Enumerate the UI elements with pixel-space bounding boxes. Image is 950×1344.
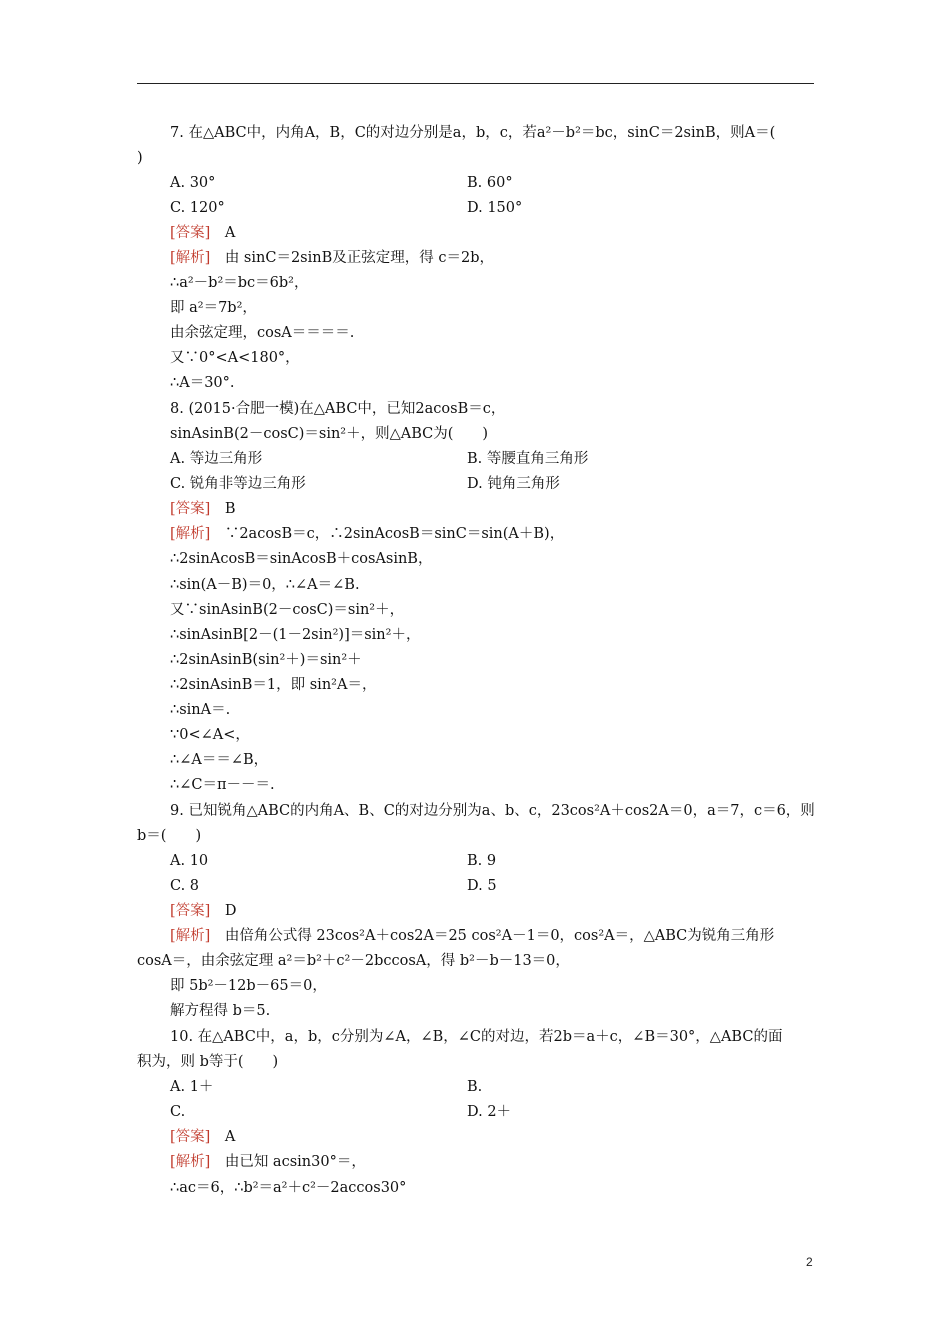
q10-option-b: B. bbox=[467, 1079, 483, 1095]
answer-value: A bbox=[224, 225, 236, 241]
solution-text: ∵2acosB＝c，∴2sinAcosB＝sinC＝sin(A＋B)， bbox=[224, 526, 565, 542]
q8-solution-line4: 又∵sinAsinB(2－cosC)＝sin²＋， bbox=[170, 602, 405, 618]
q9-option-b: B. 9 bbox=[467, 853, 497, 869]
q8-solution-line9: ∵0<∠A<， bbox=[170, 727, 250, 743]
answer-tag: [答案] bbox=[170, 225, 211, 241]
q10-option-c: C. bbox=[170, 1104, 186, 1120]
q9-solution-line3: 即 5b²－12b－65＝0， bbox=[170, 978, 327, 994]
answer-value: D bbox=[224, 903, 237, 919]
q7-option-b: B. 60° bbox=[467, 175, 513, 191]
q8-solution-line6: ∴2sinAsinB(sin²＋)＝sin²＋ bbox=[170, 652, 362, 668]
q8-option-a: A. 等边三角形 bbox=[170, 451, 263, 467]
q7-solution-line3: 即 a²＝7b²， bbox=[170, 300, 257, 316]
q8-solution-line1 bbox=[170, 524, 564, 544]
q7-option-a: A. 30° bbox=[170, 175, 216, 191]
q7-solution-line4: 由余弦定理，cosA＝＝＝＝. bbox=[170, 325, 355, 341]
q7-option-d: D. 150° bbox=[467, 200, 523, 216]
q7-solution-line6: ∴A＝30°. bbox=[170, 375, 235, 391]
q9-option-a: A. 10 bbox=[170, 853, 209, 869]
q8-answer bbox=[170, 499, 235, 519]
q8-solution-line5: ∴sinAsinB[2－(1－2sin²)]＝sin²＋， bbox=[170, 627, 421, 643]
q8-stem-line2: sinAsinB(2－cosC)＝sin²＋，则△ABC为( ) bbox=[170, 426, 489, 442]
q10-stem-line1: 10. 在△ABC中，a，b，c分别为∠A，∠B，∠C的对边，若2b＝a＋c，∠B＝30°，△ABC的面 bbox=[170, 1029, 783, 1045]
q10-option-a: A. 1＋ bbox=[170, 1079, 214, 1095]
q9-answer bbox=[170, 901, 236, 921]
solution-tag: [解析] bbox=[170, 928, 211, 944]
q8-solution-line2: ∴2sinAcosB＝sinAcosB＋cosAsinB， bbox=[170, 551, 433, 567]
answer-value: B bbox=[224, 501, 236, 517]
q9-solution-line2: cosA＝，由余弦定理 a²＝b²＋c²－2bccosA，得 b²－b－13＝0， bbox=[137, 953, 570, 969]
q7-solution-line5: 又∵0°<A<180°， bbox=[170, 350, 300, 366]
q8-solution-line10: ∴∠A＝＝∠B， bbox=[170, 752, 269, 768]
q9-solution-line4: 解方程得 b＝5. bbox=[170, 1003, 271, 1019]
q9-option-c: C. 8 bbox=[170, 878, 200, 894]
answer-tag: [答案] bbox=[170, 1129, 211, 1145]
solution-text: 由倍角公式得 23cos²A＋cos2A＝25 cos²A－1＝0，cos²A＝，△ABC为锐角三角形 bbox=[224, 928, 775, 944]
solution-tag: [解析] bbox=[170, 1154, 211, 1170]
q8-option-b: B. 等腰直角三角形 bbox=[467, 451, 589, 467]
answer-tag: [答案] bbox=[170, 501, 211, 517]
q7-answer bbox=[170, 223, 235, 243]
q8-stem-line1: 8. (2015·合肥一模)在△ABC中，已知2acosB＝c， bbox=[170, 401, 506, 417]
solution-text: 由 sinC＝2sinB及正弦定理，得 c＝2b， bbox=[224, 250, 494, 266]
solution-text: 由已知 acsin30°＝， bbox=[224, 1154, 366, 1170]
q7-stem-line2: ) bbox=[137, 150, 143, 166]
q7-option-c: C. 120° bbox=[170, 200, 225, 216]
q9-stem-line2: b＝( ) bbox=[137, 828, 202, 844]
q10-solution-line2: ∴ac＝6，∴b²＝a²＋c²－2accos30° bbox=[170, 1180, 407, 1196]
q7-solution-line2: ∴a²－b²＝bc＝6b²， bbox=[170, 275, 309, 291]
page-number: 2 bbox=[806, 1255, 813, 1269]
q10-answer bbox=[170, 1127, 235, 1147]
solution-tag: [解析] bbox=[170, 526, 211, 542]
q9-option-d: D. 5 bbox=[467, 878, 497, 894]
answer-tag: [答案] bbox=[170, 903, 211, 919]
q8-solution-line8: ∴sinA＝. bbox=[170, 702, 231, 718]
solution-tag: [解析] bbox=[170, 250, 211, 266]
header-rule bbox=[137, 83, 814, 84]
q8-option-c: C. 锐角非等边三角形 bbox=[170, 476, 306, 492]
q8-option-d: D. 钝角三角形 bbox=[467, 476, 560, 492]
q10-solution-line1 bbox=[170, 1152, 366, 1172]
q7-stem-line1: 7. 在△ABC中，内角A，B，C的对边分别是a，b，c，若a²－b²＝bc，sinC＝2sinB，则A＝( bbox=[170, 125, 776, 141]
q10-option-d: D. 2＋ bbox=[467, 1104, 512, 1120]
q9-stem-line1: 9. 已知锐角△ABC的内角A、B、C的对边分别为a、b、c，23cos²A＋cos2A＝0，a＝7，c＝6，则 bbox=[170, 803, 815, 819]
q9-solution-line1 bbox=[170, 926, 774, 946]
q8-solution-line11: ∴∠C＝π－－＝. bbox=[170, 777, 275, 793]
q7-solution-line1 bbox=[170, 248, 494, 268]
answer-value: A bbox=[224, 1129, 236, 1145]
q10-stem-line2: 积为，则 b等于( ) bbox=[137, 1054, 279, 1070]
q8-solution-line3: ∴sin(A－B)＝0，∴∠A＝∠B. bbox=[170, 577, 360, 593]
q8-solution-line7: ∴2sinAsinB＝1，即 sin²A＝， bbox=[170, 677, 377, 693]
